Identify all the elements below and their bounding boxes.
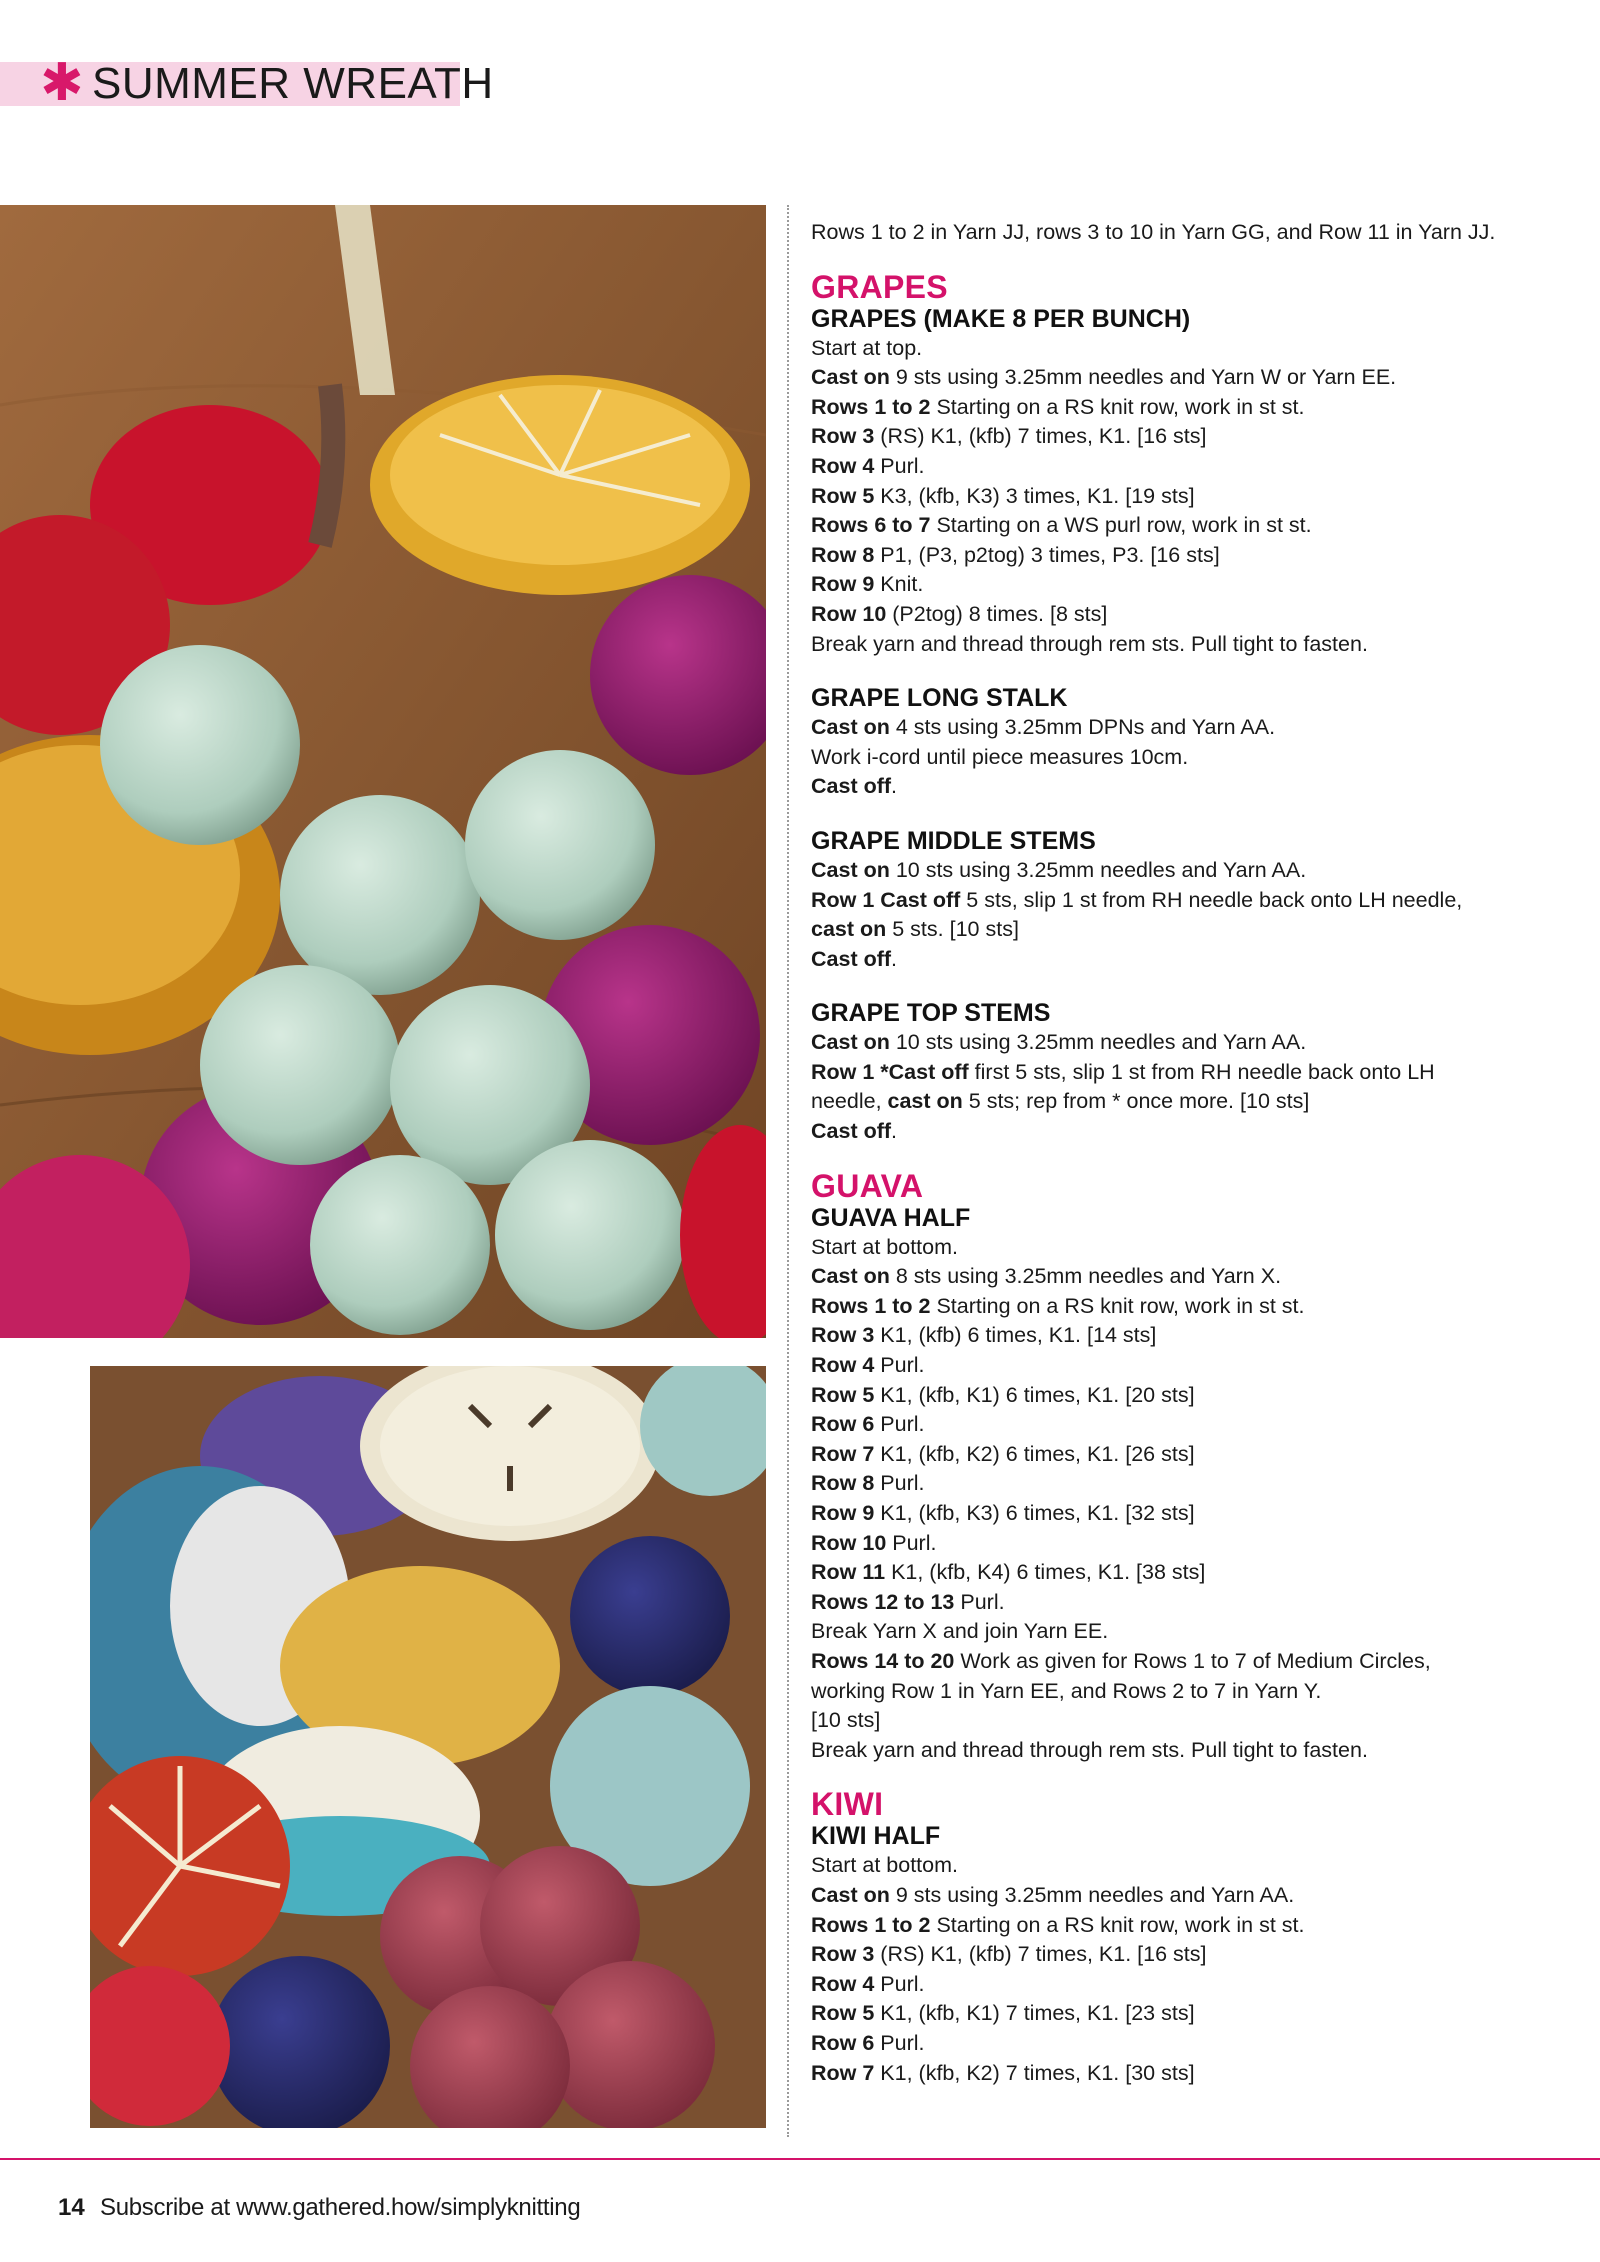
pattern-line: cast on 5 sts. [10 sts] [811, 917, 1019, 942]
pattern-line: Row 3 (RS) K1, (kfb) 7 times, K1. [16 sts] [811, 1942, 1207, 1967]
intro-paragraph: Rows 1 to 2 in Yarn JJ, rows 3 to 10 in Yarn GG, and Row 11 in Yarn JJ. [811, 220, 1496, 244]
pattern-line: Row 4 Purl. [811, 453, 925, 478]
pattern-line: Rows 1 to 2 Starting on a RS knit row, work in st st. [811, 1293, 1305, 1318]
subsection-title: GRAPE TOP STEMS [811, 999, 1051, 1028]
subsection-title: GRAPES (MAKE 8 PER BUNCH) [811, 304, 1191, 333]
pattern-line: Row 9 K1, (kfb, K3) 6 times, K1. [32 sts] [811, 1501, 1195, 1525]
subscribe-link[interactable]: Subscribe at www.gathered.how/simplyknitting [100, 2194, 581, 2221]
pattern-line: Row 4 Purl. [811, 1353, 925, 1378]
pattern-line: Rows 12 to 13 Purl. [811, 1589, 1005, 1614]
wreath-photo-guava [90, 1366, 766, 2128]
pattern-line: Cast on 10 sts using 3.25mm needles and Yarn AA. [811, 857, 1307, 882]
pattern-line: Row 8 P1, (P3, p2tog) 3 times, P3. [16 sts] [811, 542, 1220, 567]
pattern-line: Cast on 4 sts using 3.25mm DPNs and Yarn AA. [811, 715, 1276, 740]
pattern-line: Rows 1 to 2 Starting on a RS knit row, work in st st. [811, 1912, 1305, 1937]
column-divider [787, 205, 789, 2137]
section-title-grapes: GRAPES [811, 268, 948, 305]
pattern-line: Cast off. [811, 1119, 898, 1144]
pattern-line: Cast on 10 sts using 3.25mm needles and Yarn AA. [811, 1030, 1307, 1055]
pattern-line: Row 9 Knit. [811, 572, 924, 597]
pattern-line: Row 11 K1, (kfb, K4) 6 times, K1. [38 sts] [811, 1560, 1206, 1585]
pattern-line: Row 10 Purl. [811, 1530, 937, 1555]
pattern-line: Row 5 K1, (kfb, K1) 6 times, K1. [20 sts] [811, 1382, 1195, 1407]
pattern-line: Start at bottom. [811, 1853, 958, 1878]
pattern-line: Work i-cord until piece measures 10cm. [811, 744, 1189, 769]
pattern-line: Break Yarn X and join Yarn EE. [811, 1619, 1109, 1644]
pattern-line: Row 3 (RS) K1, (kfb) 7 times, K1. [16 sts] [811, 424, 1207, 449]
pattern-line: Rows 14 to 20 Work as given for Rows 1 to 7 of Medium Circles, [811, 1648, 1431, 1673]
pattern-line: Rows 6 to 7 Starting on a WS purl row, work in st st. [811, 513, 1312, 538]
pattern-line: Row 4 Purl. [811, 1971, 925, 1996]
pattern-text-column [811, 218, 1571, 2088]
pattern-line: Cast off. [811, 946, 898, 971]
subsection-title: GRAPE MIDDLE STEMS [811, 826, 1096, 855]
wreath-photo-grapes [0, 205, 766, 1338]
pattern-line: Row 8 Purl. [811, 1471, 925, 1496]
pattern-line: Cast on 9 sts using 3.25mm needles and Yarn AA. [811, 1882, 1295, 1907]
pattern-line: Row 6 Purl. [811, 2030, 925, 2055]
pattern-line: Row 10 (P2tog) 8 times. [8 sts] [811, 601, 1108, 626]
pattern-line: Row 5 K3, (kfb, K3) 3 times, K1. [19 sts] [811, 483, 1195, 508]
pattern-line: Rows 1 to 2 Starting on a RS knit row, work in st st. [811, 394, 1305, 419]
section-title-kiwi: KIWI [811, 1786, 884, 1823]
pattern-line: Row 1 *Cast off first 5 sts, slip 1 st from RH needle back onto LH [811, 1059, 1435, 1084]
pattern-line: needle, cast on 5 sts; rep from * once more. [10 sts] [811, 1089, 1310, 1114]
footer-rule [0, 2158, 1600, 2160]
page-number: 14 [58, 2194, 85, 2221]
pattern-line: Cast on 9 sts using 3.25mm needles and Yarn W or Yarn EE. [811, 365, 1397, 390]
pattern-line: Row 3 K1, (kfb) 6 times, K1. [14 sts] [811, 1323, 1157, 1348]
pattern-line: Cast on 8 sts using 3.25mm needles and Yarn X. [811, 1264, 1282, 1289]
pattern-line: Row 7 K1, (kfb, K2) 6 times, K1. [26 sts] [811, 1441, 1195, 1466]
pattern-line: Start at top. [811, 335, 923, 360]
pattern-line: Cast off. [811, 774, 898, 799]
subsection-title: GRAPE LONG STALK [811, 684, 1068, 713]
section-title-guava: GUAVA [811, 1167, 924, 1204]
pattern-line: Start at bottom. [811, 1234, 958, 1259]
wreath-photo-guava-art [90, 1366, 766, 2128]
subsection-title: KIWI HALF [811, 1822, 941, 1851]
pattern-line: [10 sts] [811, 1708, 881, 1733]
subsection-title: GUAVA HALF [811, 1203, 971, 1232]
pattern-line: Row 7 K1, (kfb, K2) 7 times, K1. [30 sts] [811, 2060, 1195, 2085]
wreath-photo-grapes-art [0, 205, 766, 1338]
page-title: SUMMER WREATH [92, 59, 494, 108]
pattern-line: Break yarn and thread through rem sts. Pull tight to fasten. [811, 1737, 1368, 1762]
pattern-line: Row 5 K1, (kfb, K1) 7 times, K1. [23 sts] [811, 2001, 1195, 2026]
pattern-line: Row 1 Cast off 5 sts, slip 1 st from RH needle back onto LH needle, [811, 887, 1463, 912]
asterisk-flower-icon: ✱ [40, 53, 84, 113]
pattern-line: working Row 1 in Yarn EE, and Rows 2 to 7 in Yarn Y. [811, 1678, 1322, 1703]
pattern-line: Row 6 Purl. [811, 1412, 925, 1437]
pattern-line: Break yarn and thread through rem sts. Pull tight to fasten. [811, 631, 1368, 656]
